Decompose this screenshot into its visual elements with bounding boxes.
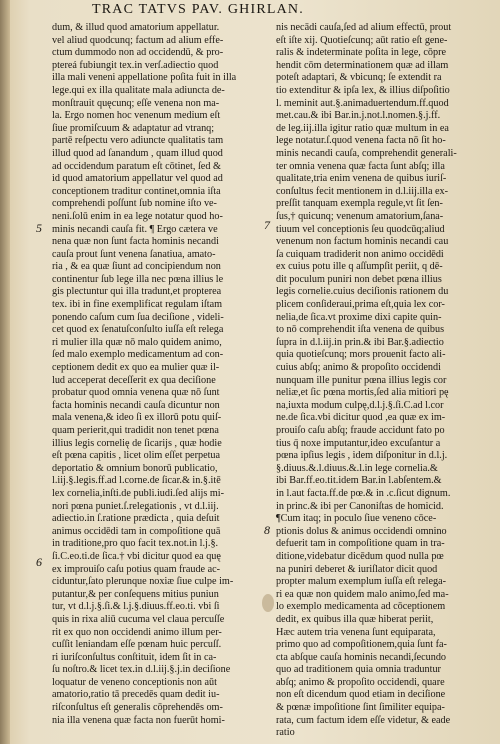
text-line: primo quo ad compoſitionem,quia ſunt fa- [276, 639, 447, 651]
text-line: tex. ibi in fine exemplificat regulam iſtam [52, 299, 223, 311]
text-line: dum, & illud quod amatorium appellatur. [52, 22, 220, 33]
text-line: loquatur de veneno conceptionis non aūt [52, 676, 217, 688]
text-line: legis cornelie.cuius deciſionis rationem du [276, 286, 449, 298]
text-line: cta abſque cauſa hominis necandi,ſecundo [276, 651, 447, 663]
text-line: tiuum vel conceptionis ſeu quodcūq;aliud [276, 223, 445, 235]
left-text-column [52, 22, 262, 738]
paper-stain [262, 594, 274, 612]
text-line: neni.ſolū enim in ea lege notatur quod ho- [52, 210, 223, 222]
text-line: ciduntur,ſato plerunque noxiæ ſiue culpe im- [52, 576, 234, 588]
text-line: ptionis dolus & animus occidendi omnino [276, 525, 447, 537]
text-line: ri ea quæ non quidem malo animo,ſed ma- [276, 588, 449, 600]
text-line: neliæ,et ſic pœna mortis,ſed alia mitiori pę [276, 387, 449, 399]
text-line: minis necandi cauſa, comprehendit generali- [276, 147, 457, 159]
text-line: animus occidēdi tam in compoſitione quā [52, 525, 221, 537]
text-line: vel aliud quodcunq; factum ad alium effe- [52, 34, 224, 46]
text-line: ditione,videbatur dicēdum quod nulla pœ [276, 550, 444, 562]
text-line: ponendo caſum cum ſua deciſione , videli- [52, 311, 224, 323]
text-line: ri iuriſconſultus conſtituit, idem ſit in ca- [52, 651, 217, 663]
text-line: ſed malo exemplo medicamentum ad con- [52, 349, 224, 361]
text-line: tius q̄ noxe imputantur,ideo excuſantur a [276, 437, 441, 449]
text-line: propter malum exemplum iuſſa eſt relega- [276, 576, 447, 588]
text-line: eſt iſte xij. Quotieſcunq; aūt ratio eſt gene- [276, 34, 448, 46]
text-line: quam perierit,qui tradidit non tenet pœna [52, 425, 219, 436]
text-line: mala venena,& ideo ſi ex illorū potu quiſ- [52, 412, 222, 424]
text-line: putantur,& per conſequens mitius puniun [52, 588, 219, 600]
text-line: plicem conſideraui,prima eſt,quia lex cor- [276, 299, 445, 311]
margin-number-5: 5 [36, 221, 42, 235]
text-line: cauſa prout ſunt venena ſanatiua, amato- [52, 248, 216, 260]
text-line: ſus,† quicunq; venenum amatorium,ſana- [276, 210, 444, 222]
text-line: lege.qui ex illa qualitate mala adiuncta de- [52, 84, 225, 96]
text-line: conſultus fecit mentionem in d.l.iij.illa ex- [276, 185, 449, 197]
text-line: lex cornelia,inſti.de publi.iudi.ſed alijs mi- [52, 487, 225, 499]
text-line: ex improuiſo caſu potius quam fraude ac- [52, 563, 221, 575]
text-line: probatur quod omnia venena quæ nō ſunt [52, 387, 220, 399]
text-line: §.diuus.&.l.diuus.&.l.in lege cornelia.& [276, 462, 438, 474]
text-line: poteſt adaptari, & vbicunq; ſe extendit ra [276, 72, 442, 84]
text-line: abſq; animo & propoſito occidendi, quare [276, 676, 445, 688]
text-line: nis necādi cauſa,ſed ad alium effectū, prout [276, 22, 452, 33]
text-line: ralis & indeterminate poſita in lege, cōpre [276, 47, 447, 59]
text-line: nunquam ille punitur pœna illius legis cor [276, 374, 447, 386]
text-line: ctum dummodo non ad occidendū, & pro- [52, 47, 224, 59]
text-line: preſſit tanquam exempla regule,vt ſit ſen- [276, 198, 443, 210]
text-line: ¶Cum itaq; in poculo ſiue veneno cōce- [276, 513, 437, 525]
text-line: ſi.C.eo.ti.de ſica.† vbi dicitur quod ea quę [52, 550, 221, 562]
margin-number-7: 7 [264, 218, 270, 232]
text-line: in princ.& ibi per Canoniſtas de homicid. [276, 500, 444, 512]
text-line: la. Ergo nomen hoc venenum medium eſt [52, 110, 221, 122]
text-line: illud quod ad ſanandum , quam illud quod [52, 147, 223, 159]
text-line: tur, vt d.l.j.§.ſi.& l.j.§.diuus.ff.eo.ti. vbi ſi [52, 601, 220, 613]
text-line: venenum non factum hominis necandi cau [276, 236, 449, 248]
text-line: ptereá fubiungit tex.in verſ.adiectio quod [52, 59, 219, 71]
text-line: ſupra in d.l.iij.in prin.& ibi Bar.§.adiectio [276, 336, 444, 348]
text-line: riſconſultus eſt generalis cōprehendēs om- [52, 702, 223, 714]
text-line: monſtrauit quęcunq; eſſe venena non ma- [52, 97, 220, 109]
text-line: in traditione,pro quo facit tex.not.in l.j.§. [52, 538, 219, 550]
text-line: ſu noſtro.& licet tex.in d.l.iij.§.j.in deciſione [52, 664, 231, 676]
text-line: continentur ſub lege illa nec pœna illius le [52, 273, 224, 285]
text-line: dedit, ex quibus illa quæ hiberat periit, [276, 613, 434, 625]
text-line: Hæc autem tria venena ſunt equiparata, [276, 626, 436, 638]
text-line: ri mulier illa quæ nō malo quidem animo, [52, 336, 222, 348]
text-line: gis plectuntur qui illa tradunt,et propterea [52, 286, 222, 298]
text-line: lo exemplo medicamenta ad cōceptionem [276, 601, 446, 613]
text-line: na puniri deberet & iuriſlator dicit quod [276, 563, 438, 575]
text-line: quis in rixa aliū cucuma vel claua percuſſe [52, 613, 225, 625]
text-line: ſa cuiquam tradiderit non animo occidēdi [276, 248, 444, 260]
text-line: illius legis cornelię de ſicarijs , quæ hodie [52, 437, 222, 449]
text-line: rit ex quo non occidendi animo illum per- [52, 626, 222, 638]
text-line: quia quotieſcunq; mors prouenit facto ali- [276, 349, 446, 361]
running-header: TRAC TATVS PAV. GHIRLAN. [92, 2, 304, 17]
text-line: hendit cōm determinationem quæ ad illam [276, 59, 449, 71]
text-line: non eſt dicendum quod etiam in deciſione [276, 689, 446, 701]
text-line: nori pœna puniet.ſ.relegationis , vt d.l.iij. [52, 500, 219, 512]
text-line: rata, cum factum idem eſſe videtur, & eade [276, 714, 451, 726]
text-line: conceptionem traditur continet,omnia iſta [52, 185, 221, 197]
text-line: minis necandi cauſa fit. ¶ Ergo cætera ve [52, 223, 218, 235]
text-line: cuſſit leniandam eſſe pœnam huic percuſſ. [52, 639, 222, 651]
text-line: na,iuxta modum culpę,d.l.j.§.ſi.C.ad l.cor [276, 399, 444, 411]
text-line: comprehendi poſſunt ſub nomine iſto ve- [52, 198, 217, 210]
text-line: qualitate,tria enim venena de quibus iuriſ- [276, 173, 447, 185]
text-line: ibi Bar.ff.eo.tit.idem Bar.in l.abſentem.& [276, 475, 442, 487]
text-line: ad occidendum paratum eſt cōtinet, ſed & [52, 160, 221, 172]
text-line: ria , & ea quæ ſiunt ad concipiendum non [52, 261, 221, 273]
text-line: nena quæ non ſunt facta hominis necandi [52, 236, 219, 248]
text-line: amatorio,ratio tā precedēs quam dedit iu- [52, 689, 220, 701]
text-line: quo ad traditionem quia omnia traduntur [276, 664, 441, 676]
text-line: ſiue promiſcuum & adaptatur ad vtranq; [52, 122, 215, 134]
text-line: eſt pœna capitis , licet olim eſſet perpetua [52, 450, 221, 462]
text-line: ex cuius potu ille q aſſumpſit periit, q dē- [276, 261, 443, 273]
text-line: met.cau.& ibi Bar.in.j.not.l.nomen.§.j.ff. [276, 110, 441, 122]
text-line: l. meminit aut.§.animaduertendum.ff.quod [276, 97, 449, 109]
text-line: ratio [276, 727, 295, 738]
text-line: & pœnæ impoſitione ſint ſimiliter equipa- [276, 702, 445, 714]
text-line: deportatio & omnium bonorū publicatio, [52, 462, 218, 474]
text-line: l.iij.§.legis.ff.ad l.corne.de ſicar.& in.§.itē [52, 475, 221, 487]
text-line: ter omnia venena quæ facta ſunt abſq; illa [276, 160, 445, 172]
page-spine-shadow [0, 0, 10, 744]
text-line: de leg.iij.illa igitur ratio quæ multum in ea [276, 122, 449, 134]
text-line: prouiſo caſu abſq; fraude accidunt fato po [276, 425, 445, 436]
text-line: lege notatur.ſ.quod venena facta nō ſit ho- [276, 135, 446, 147]
text-line: id quod amatorium appellatur vel quod ad [52, 173, 223, 185]
text-line: tio extenditur & ipſa lex, & illius diſpoſitio [276, 84, 450, 96]
text-line: facta hominis necandi cauſa dicuntur non [52, 399, 220, 411]
text-line: pœna ipſius legis , idem diſponitur in d.l.j. [276, 450, 448, 462]
margin-number-8: 8 [264, 523, 270, 537]
text-line: nia illa venena quæ facta non fuerūt homi- [52, 714, 225, 726]
text-line: defuerit tam in compoſitione quam in tra- [276, 538, 445, 550]
text-line: ceptionem dedit ex quo ea mulier quæ il- [52, 362, 220, 374]
text-line: cet quod ex ſenatuſconſulto iuſſa eſt relega [52, 324, 224, 336]
text-line: adiectio.in ſ.ratione prædicta , quia deſuit [52, 513, 220, 525]
text-line: in l.aut facta.ff.de pœ.& in .c.ſicut dignum. [276, 487, 451, 499]
text-line: nelia,de ſica.vt proxime dixi capite quin- [276, 311, 442, 323]
text-line: to nō comprehendit iſta venena de quibus [276, 324, 445, 336]
text-line: lud acceperat deceſſerit ex qua deciſione [52, 374, 216, 386]
text-line: partē reſpectu vero adiuncte qualitatis tam [52, 135, 224, 147]
text-line: ne.de ſica.vbi dicitur quod ,ea quæ ex im- [276, 412, 446, 424]
text-line: illa mali veneni appellatione poſita fuit in illa [52, 72, 237, 84]
text-line: cuius abſq; animo & propoſito occidendi [276, 362, 441, 374]
margin-number-6: 6 [36, 555, 42, 569]
right-text-column [276, 22, 490, 738]
text-line: dit poculum puniri non debet pœna illius [276, 273, 442, 285]
